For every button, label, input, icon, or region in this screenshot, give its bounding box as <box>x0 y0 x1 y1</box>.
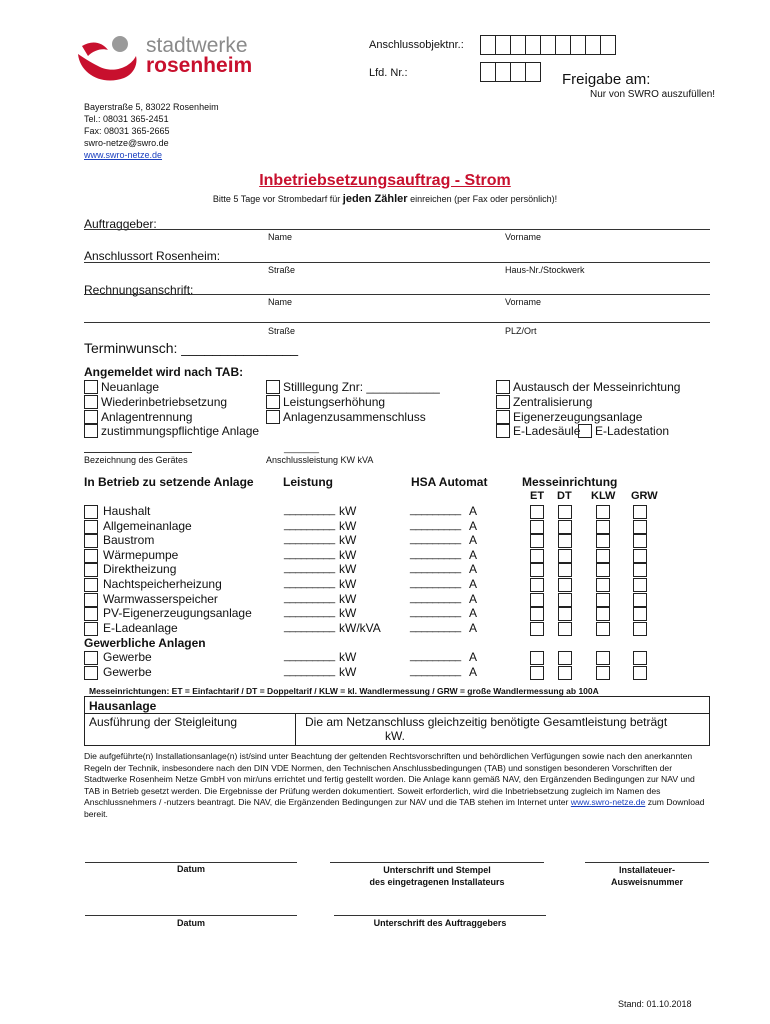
option-label: Anlagentrennung <box>101 410 193 424</box>
leistung-input[interactable]: _________ <box>284 519 335 531</box>
plz-label: PLZ/Ort <box>505 326 537 336</box>
mess-checkbox[interactable] <box>633 578 647 592</box>
mess-sub-dt: DT <box>557 490 572 502</box>
auftraggeber-line[interactable] <box>84 229 710 230</box>
option-label: Neuanlage <box>101 380 160 394</box>
page-subtitle <box>0 193 770 205</box>
rechnung-line2[interactable] <box>84 322 710 323</box>
leistung-input[interactable]: _________ <box>284 504 335 516</box>
subtitle-bold: jeden Zähler <box>342 193 408 205</box>
checkbox[interactable] <box>496 410 510 424</box>
anlage-checkbox[interactable] <box>84 651 98 665</box>
mess-checkbox[interactable] <box>596 534 610 548</box>
leistung-unit: kW <box>339 665 357 679</box>
mess-checkbox[interactable] <box>596 622 610 636</box>
mess-checkbox[interactable] <box>558 578 572 592</box>
anlage-checkbox[interactable] <box>84 607 98 621</box>
leistung-input[interactable]: _________ <box>284 562 335 574</box>
leistung-unit: kW <box>339 577 357 591</box>
anlage-checkbox[interactable] <box>84 520 98 534</box>
leistung-input[interactable]: _________ <box>284 650 335 662</box>
mess-checkbox[interactable] <box>558 622 572 636</box>
leistung-input[interactable]: _________ <box>284 577 335 589</box>
installateur-sig-line2: des eingetragenen Installateurs <box>369 877 505 887</box>
mess-checkbox[interactable] <box>633 666 647 680</box>
mess-checkbox[interactable] <box>596 578 610 592</box>
mess-sub-klw: KLW <box>591 490 616 502</box>
option-label: Stilllegung Znr: ___________ <box>283 380 440 394</box>
leistung-input[interactable]: _________ <box>284 548 335 560</box>
ausweis-line1: Installateuer- <box>618 865 676 875</box>
mess-checkbox[interactable] <box>530 520 544 534</box>
anlage-checkbox[interactable] <box>84 666 98 680</box>
checkbox[interactable] <box>496 380 510 394</box>
mess-sub-et: ET <box>530 490 545 502</box>
mess-checkbox[interactable] <box>596 607 610 621</box>
vorname-label: Vorname <box>505 232 542 242</box>
option-label: Anlagenzusammenschluss <box>283 410 426 424</box>
hsa-unit: A <box>469 548 478 562</box>
mess-checkbox[interactable] <box>633 549 647 563</box>
mess-checkbox[interactable] <box>633 607 647 621</box>
mess-checkbox[interactable] <box>596 505 610 519</box>
leistung-unit: kW <box>339 592 357 606</box>
mess-checkbox[interactable] <box>633 534 647 548</box>
leistung-unit: kW <box>339 548 357 562</box>
hausanlage-box <box>84 696 710 746</box>
installateur-sig-label <box>330 864 544 888</box>
checkbox[interactable] <box>84 424 98 438</box>
option-label: E-Ladesäule <box>513 424 581 438</box>
leistung-input[interactable]: _________ <box>284 621 335 633</box>
hsa-unit: A <box>469 562 478 576</box>
hsa-unit: A <box>469 606 478 620</box>
col-anlage-header: In Betrieb zu setzende Anlage <box>84 475 254 489</box>
anlage-checkbox[interactable] <box>84 505 98 519</box>
hsa-unit: A <box>469 533 478 547</box>
anschluss-blank[interactable]: _______ <box>284 443 320 453</box>
mess-legend: Messeinrichtungen: ET = Einfachtarif / DT = Doppeltarif / KLW = kl. Wandlermessung / GRW = große Wandlermessung ab 100A <box>89 686 599 696</box>
legal-body: Die aufgeführte(n) Installationsanlage(n) ist/sind unter Beachtung der geltenden Rechtsvorschriften und behördlichen Verfügungen sowie nach den anerkannten Regeln der Technik, insbesondere nach den DIN VDE Normen, den Technischen Anschlussbedingungen (TAB) und sonstigen besonderen Vorschriften der Stadtwerke Rosenheim Netze GmbH von mir/uns errichtet und fertig gestellt worden. Die Anlage kann gemäß NAV, den Ergänzenden Bedingungen zur NAV und TAB in Betrieb gesetzt werden. Die Ergebnisse der Prüfung werden dokumentiert. Soweit erforderlich, wird die Inbetriebsetzung zugleich im Namen des Anschlussnehmers / -nutzers beantragt. Die NAV, die Ergänzenden Bedingungen zur NAV und die TAB stehen im Internet unter <box>84 751 695 808</box>
mess-checkbox[interactable] <box>530 651 544 665</box>
option-leistungserhoehung[interactable] <box>266 395 385 409</box>
hsa-unit: A <box>469 577 478 591</box>
mess-checkbox[interactable] <box>558 534 572 548</box>
hsa-unit: A <box>469 592 478 606</box>
anlage-label: Allgemeinanlage <box>103 519 192 533</box>
mess-checkbox[interactable] <box>530 622 544 636</box>
leistung-unit: kW/kVA <box>339 621 381 635</box>
hsa-input[interactable]: _________ <box>410 548 461 560</box>
col-mess-header: Messeinrichtung <box>522 475 618 489</box>
hsa-unit: A <box>469 519 478 533</box>
datum2-line[interactable] <box>85 915 297 916</box>
mess-checkbox[interactable] <box>596 563 610 577</box>
option-anlagentrennung[interactable] <box>84 410 192 424</box>
mess-checkbox[interactable] <box>596 549 610 563</box>
mess-checkbox[interactable] <box>633 563 647 577</box>
datum1-line[interactable] <box>85 862 297 863</box>
ausweis-line[interactable] <box>585 862 709 863</box>
anschlussleistung-label: Anschlussleistung KW kVA <box>266 455 374 465</box>
checkbox[interactable] <box>84 410 98 424</box>
logo <box>72 34 252 86</box>
mess-checkbox[interactable] <box>596 520 610 534</box>
website-link[interactable]: www.swro-netze.de <box>84 150 163 160</box>
mess-checkbox[interactable] <box>558 666 572 680</box>
lfd-label: Lfd. Nr.: <box>369 67 408 79</box>
legal-link[interactable]: www.swro-netze.de <box>570 797 646 808</box>
subtitle-pre: Bitte 5 Tage vor Strombedarf für <box>212 194 343 204</box>
auftraggeber-sig-label: Unterschrift des Auftraggebers <box>373 918 507 928</box>
hsa-unit: A <box>469 621 478 635</box>
auftraggeber-label: Auftraggeber: <box>84 217 157 231</box>
mess-checkbox[interactable] <box>558 505 572 519</box>
anlage-label: Haushalt <box>103 504 151 518</box>
anschlussobjekt-cells[interactable] <box>481 35 616 55</box>
mess-checkbox[interactable] <box>530 607 544 621</box>
name-label: Name <box>268 232 293 242</box>
terminwunsch-label[interactable]: Terminwunsch: _______________ <box>84 340 299 356</box>
mess-checkbox[interactable] <box>530 666 544 680</box>
name2-label: Name <box>268 297 293 307</box>
ausweis-label <box>585 864 709 888</box>
address-line: Bayerstraße 5, 83022 Rosenheim <box>84 102 219 112</box>
installateur-sig-line[interactable] <box>330 862 544 863</box>
logo-text-rosenheim: rosenheim <box>146 54 253 77</box>
hausnr-label: Haus-Nr./Stockwerk <box>505 265 585 275</box>
mess-checkbox[interactable] <box>596 651 610 665</box>
anlage-checkbox[interactable] <box>84 593 98 607</box>
option-label: Leistungserhöhung <box>283 395 386 409</box>
option-neuanlage[interactable] <box>84 380 159 394</box>
hausanlage-heading: Hausanlage <box>89 699 157 713</box>
address-block <box>84 101 219 161</box>
mess-checkbox[interactable] <box>633 520 647 534</box>
option-stilllegung[interactable] <box>266 380 440 394</box>
option-label: E-Ladestation <box>595 424 670 438</box>
mess-checkbox[interactable] <box>530 505 544 519</box>
anlage-checkbox[interactable] <box>84 563 98 577</box>
rechnung-line[interactable] <box>84 294 710 295</box>
hsa-input[interactable]: _________ <box>410 562 461 574</box>
installateur-sig-line1: Unterschrift und Stempel <box>383 865 491 875</box>
gesamtleistung-unit: kW. <box>385 729 405 743</box>
anlage-label: Warmwasserspeicher <box>103 592 218 606</box>
option-label: Zentralisierung <box>513 395 593 409</box>
mess-checkbox[interactable] <box>633 622 647 636</box>
option-label: Eigenerzeugungsanlage <box>513 410 643 424</box>
address-line: Tel.: 08031 365-2451 <box>84 114 169 124</box>
mess-checkbox[interactable] <box>558 520 572 534</box>
option-label: Austausch der Messeinrichtung <box>513 380 681 394</box>
option-wiederinbetriebsetzung[interactable] <box>84 395 227 409</box>
strasse2-label: Straße <box>268 326 296 336</box>
col-leistung-header: Leistung <box>283 475 333 489</box>
auftraggeber-sig-line[interactable] <box>334 915 546 916</box>
checkbox[interactable] <box>578 424 592 438</box>
stand-date: Stand: 01.10.2018 <box>618 999 692 1009</box>
leistung-input[interactable]: _________ <box>284 665 335 677</box>
mess-checkbox[interactable] <box>633 505 647 519</box>
strasse-label: Straße <box>268 265 296 275</box>
anlage-checkbox[interactable] <box>84 534 98 548</box>
address-line: swro-netze@swro.de <box>84 138 169 148</box>
mess-sub-grw: GRW <box>631 490 658 502</box>
col-hsa-header: HSA Automat <box>411 475 488 489</box>
mess-checkbox[interactable] <box>633 593 647 607</box>
leistung-input[interactable]: _________ <box>284 606 335 618</box>
anlage-checkbox[interactable] <box>84 549 98 563</box>
geraet-line[interactable] <box>84 452 192 453</box>
hsa-unit: A <box>469 504 478 518</box>
anlage-label: Nachtspeicherheizung <box>103 577 222 591</box>
anlage-label: Direktheizung <box>103 562 177 576</box>
mess-checkbox[interactable] <box>558 563 572 577</box>
rechnungsanschrift-label: Rechnungsanschrift: <box>84 283 194 297</box>
hausanlage-vdivider <box>295 713 296 745</box>
hsa-input[interactable]: _________ <box>410 592 461 604</box>
vorname2-label: Vorname <box>505 297 542 307</box>
mess-checkbox[interactable] <box>530 578 544 592</box>
tab-heading: Angemeldet wird nach TAB: <box>84 365 244 379</box>
checkbox[interactable] <box>266 395 280 409</box>
mess-checkbox[interactable] <box>558 651 572 665</box>
mess-checkbox[interactable] <box>530 593 544 607</box>
leistung-unit: kW <box>339 519 357 533</box>
checkbox[interactable] <box>266 410 280 424</box>
option-austausch[interactable] <box>496 380 680 394</box>
gesamtleistung-label[interactable]: Die am Netzanschluss gleichzeitig benötigte Gesamtleistung beträgt <box>305 715 668 729</box>
hsa-input[interactable]: _________ <box>410 533 461 545</box>
anschlussort-label: Anschlussort Rosenheim: <box>84 249 221 263</box>
lfd-cells[interactable] <box>481 62 541 82</box>
mess-checkbox[interactable] <box>596 593 610 607</box>
leistung-input[interactable]: _________ <box>284 533 335 545</box>
gewerbe-heading: Gewerbliche Anlagen <box>84 636 206 650</box>
datum1-label: Datum <box>176 864 205 874</box>
legal-text <box>84 751 710 821</box>
mess-checkbox[interactable] <box>633 651 647 665</box>
hsa-unit: A <box>469 665 478 679</box>
option-e-ladestation[interactable] <box>578 424 669 438</box>
anlage-label: Gewerbe <box>103 650 152 664</box>
option-e-ladesaeule[interactable] <box>496 424 580 438</box>
anlage-label: E-Ladeanlage <box>103 621 178 635</box>
mess-checkbox[interactable] <box>530 563 544 577</box>
leistung-unit: kW <box>339 606 357 620</box>
anlage-checkbox[interactable] <box>84 622 98 636</box>
address-line: Fax: 08031 365-2665 <box>84 126 170 136</box>
leistung-unit: kW <box>339 504 357 518</box>
checkbox[interactable] <box>266 380 280 394</box>
leistung-unit: kW <box>339 562 357 576</box>
option-zentralisierung[interactable] <box>496 395 592 409</box>
logo-mark <box>72 34 142 86</box>
mess-checkbox[interactable] <box>558 593 572 607</box>
anlage-label: Wärmepumpe <box>103 548 179 562</box>
anlage-checkbox[interactable] <box>84 578 98 592</box>
subtitle-post: einreichen (per Fax oder persönlich)! <box>407 194 558 204</box>
checkbox[interactable] <box>84 395 98 409</box>
freigabe-label: Freigabe am: <box>562 71 651 88</box>
mess-checkbox[interactable] <box>558 607 572 621</box>
option-eigenerzeugung[interactable] <box>496 410 642 424</box>
leistung-input[interactable]: _________ <box>284 592 335 604</box>
anschlussort-line[interactable] <box>84 262 710 263</box>
hsa-input[interactable]: _________ <box>410 621 461 633</box>
mess-checkbox[interactable] <box>530 534 544 548</box>
mess-checkbox[interactable] <box>596 666 610 680</box>
steigleitung-label[interactable]: Ausführung der Steigleitung <box>89 715 238 729</box>
mess-checkbox[interactable] <box>558 549 572 563</box>
hsa-unit: A <box>469 650 478 664</box>
anlage-label: Baustrom <box>103 533 155 547</box>
legal-end: zum Download bereit. <box>84 797 705 819</box>
option-label: Wiederinbetriebsetzung <box>101 395 228 409</box>
hausanlage-divider <box>85 713 709 714</box>
mess-checkbox[interactable] <box>530 549 544 563</box>
option-zustimmungspflichtig[interactable] <box>84 424 259 438</box>
hsa-input[interactable]: _________ <box>410 650 461 662</box>
leistung-unit: kW <box>339 533 357 547</box>
logo-text-stadtwerke: stadtwerke <box>146 34 248 57</box>
datum2-label: Datum <box>176 918 205 928</box>
page-title: Inbetriebsetzungsauftrag - Strom <box>259 172 511 189</box>
geraet-label: Bezeichnung des Gerätes <box>84 455 188 465</box>
anschlussobjekt-label: Anschlussobjektnr.: <box>369 39 464 51</box>
hsa-input[interactable]: _________ <box>410 665 461 677</box>
checkbox[interactable] <box>84 380 98 394</box>
hsa-input[interactable]: _________ <box>410 519 461 531</box>
leistung-unit: kW <box>339 650 357 664</box>
ausweis-line2: Ausweisnummer <box>610 877 684 887</box>
hsa-input[interactable]: _________ <box>410 606 461 618</box>
swro-note: Nur von SWRO auszufüllen! <box>590 89 716 100</box>
checkbox[interactable] <box>496 395 510 409</box>
hsa-input[interactable]: _________ <box>410 504 461 516</box>
option-label: zustimmungspflichtige Anlage <box>101 424 260 438</box>
anlage-label: Gewerbe <box>103 665 152 679</box>
checkbox[interactable] <box>496 424 510 438</box>
anlage-label: PV-Eigenerzeugungsanlage <box>103 606 252 620</box>
option-anlagenzusammenschluss[interactable] <box>266 410 426 424</box>
hsa-input[interactable]: _________ <box>410 577 461 589</box>
